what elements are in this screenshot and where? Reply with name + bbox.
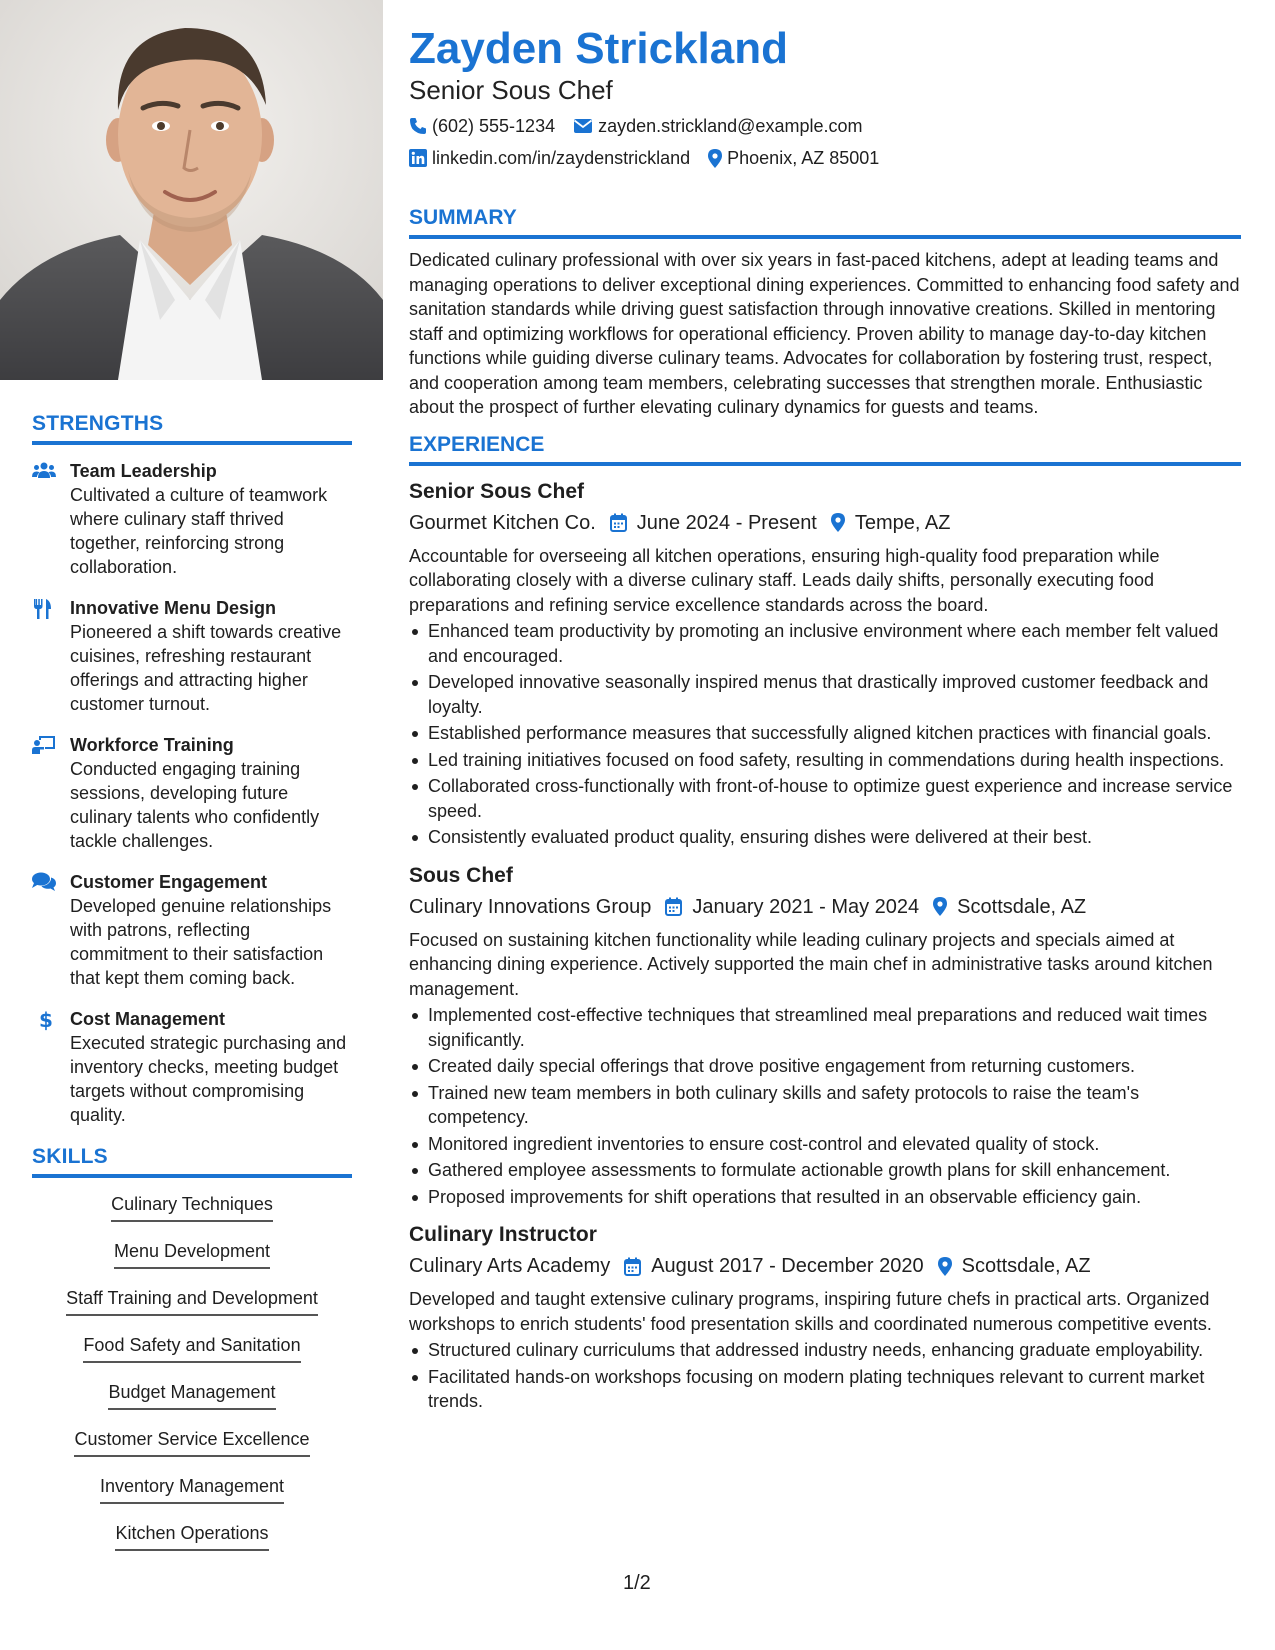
bullet-item: Established performance measures that successfully aligned kitchen practices with financial goals. [409, 721, 1241, 746]
strength-desc: Developed genuine relationships with patrons, reflecting commitment to their satisfaction that kept them coming back. [70, 896, 332, 988]
map-pin-icon [708, 149, 722, 168]
skill-item: Budget Management [108, 1380, 275, 1410]
contact-row [409, 114, 1241, 138]
job-description: Focused on sustaining kitchen functionality while leading culinary projects and specials aimed at enhancing dining experience. Actively supported the main chef in administrative tasks around kitchen management. [409, 929, 1213, 999]
bullet-item: Monitored ingredient inventories to ensure cost-control and elevated quality of stock. [409, 1132, 1241, 1157]
main-content [409, 24, 1241, 1416]
phone-text: (602) 555-1234 [432, 116, 556, 136]
profile-photo [0, 0, 383, 380]
strengths-list [32, 459, 352, 1127]
skill-item: Menu Development [114, 1239, 270, 1269]
strengths-heading: STRENGTHS [32, 412, 352, 445]
job-entry [409, 1221, 1241, 1414]
location-contact [708, 146, 879, 170]
experience-heading: EXPERIENCE [409, 433, 1241, 466]
linkedin-contact[interactable] [409, 146, 690, 170]
job-entry [409, 478, 1241, 850]
utensils-icon [32, 596, 70, 716]
job-entry [409, 862, 1241, 1210]
skill-item: Food Safety and Sanitation [83, 1333, 300, 1363]
chalkboard-teacher-icon [32, 733, 70, 853]
map-pin-icon [933, 897, 947, 916]
summary-heading: SUMMARY [409, 206, 1241, 239]
skill-item: Staff Training and Development [66, 1286, 318, 1316]
comments-icon [32, 870, 70, 990]
job-company: Culinary Arts Academy [409, 1255, 611, 1277]
bullet-item: Structured culinary curriculums that addressed industry needs, enhancing graduate employability. [409, 1338, 1241, 1363]
job-title: Senior Sous Chef [409, 479, 585, 503]
contact-row [409, 146, 1241, 170]
bullet-item: Proposed improvements for shift operations that resulted in an observable efficiency gain. [409, 1185, 1241, 1210]
bullet-item: Facilitated hands-on workshops focusing on modern plating techniques relevant to current market trends. [409, 1365, 1241, 1414]
bullet-item: Led training initiatives focused on food safety, resulting in commendations during health inspections. [409, 748, 1241, 773]
sidebar [0, 0, 383, 1650]
job-title: Culinary Instructor [409, 1223, 597, 1246]
candidate-title: Senior Sous Chef [409, 75, 613, 105]
job-dates: August 2017 - December 2020 [651, 1255, 924, 1277]
dollar-icon [32, 1007, 70, 1127]
calendar-icon [665, 897, 682, 916]
job-location: Scottsdale, AZ [957, 895, 1087, 918]
page-number: 1/2 [623, 1572, 651, 1594]
strength-item [32, 459, 352, 579]
job-location: Scottsdale, AZ [961, 1255, 1091, 1277]
strength-item [32, 733, 352, 853]
bullet-item: Enhanced team productivity by promoting an inclusive environment where each member felt valued and encouraged. [409, 619, 1241, 668]
email-text: zayden.strickland@example.com [598, 116, 863, 136]
job-meta [409, 509, 1241, 537]
calendar-icon [624, 1257, 641, 1276]
bullet-item: Consistently evaluated product quality, ensuring dishes were delivered at their best. [409, 825, 1241, 850]
bullet-item: Collaborated cross-functionally with front-of-house to optimize guest experience and increase service speed. [409, 774, 1241, 823]
strength-item [32, 870, 352, 990]
job-description: Developed and taught extensive culinary programs, inspiring future chefs in practical arts. Organized workshops to enrich students' food presentation skills and coordinated numerous competitive events. [409, 1289, 1212, 1334]
strength-desc: Executed strategic purchasing and inventory checks, meeting budget targets without compromising quality. [70, 1033, 347, 1125]
strength-desc: Cultivated a culture of teamwork where culinary staff thrived together, reinforcing strong collaboration. [70, 485, 328, 577]
linkedin-text: linkedin.com/in/zaydenstrickland [432, 148, 691, 168]
bullet-item: Implemented cost-effective techniques that streamlined meal preparations and reduced wait times significantly. [409, 1003, 1241, 1052]
strength-item [32, 596, 352, 716]
bullet-item: Created daily special offerings that drove positive engagement from returning customers. [409, 1054, 1241, 1079]
candidate-name: Zayden Strickland [409, 24, 789, 73]
job-dates: June 2024 - Present [636, 511, 817, 534]
location-text: Phoenix, AZ 85001 [727, 148, 880, 168]
skill-item: Inventory Management [100, 1474, 284, 1504]
strength-desc: Conducted engaging training sessions, developing future culinary talents who confidently tackle challenges. [70, 759, 320, 851]
phone-icon [409, 117, 427, 135]
map-pin-icon [831, 513, 845, 532]
job-bullets [409, 619, 1241, 850]
bullet-item: Gathered employee assessments to formulate actionable growth plans for skill enhancement. [409, 1158, 1241, 1183]
strength-name: Workforce Training [70, 735, 234, 755]
job-location: Tempe, AZ [854, 511, 951, 534]
bullet-item: Developed innovative seasonally inspired menus that drastically improved customer feedback and loyalty. [409, 670, 1241, 719]
bullet-item: Trained new team members in both culinary skills and safety protocols to raise the team's competency. [409, 1081, 1241, 1130]
email-contact[interactable] [573, 114, 862, 138]
svg-text:$: $ [39, 1009, 53, 1031]
email-icon [573, 118, 593, 134]
job-meta [409, 1252, 1241, 1280]
skills-heading: SKILLS [32, 1145, 352, 1178]
job-dates: January 2021 - May 2024 [692, 895, 920, 918]
strength-item [32, 1007, 352, 1127]
strength-name: Team Leadership [70, 461, 217, 481]
strength-name: Cost Management [70, 1009, 226, 1029]
summary-text: Dedicated culinary professional with over six years in fast-paced kitchens, adept at leading teams and managing operations to deliver exceptional dining experiences. Committed to enhancing food safety and sanitation standards while driving guest satisfaction through innovative creations. Skilled in mentoring staff and optimizing workflows for operational efficiency. Proven ability to manage day-to-day kitchen functions while guiding diverse culinary teams. Advocates for collaboration by fostering trust, respect, and cooperation among team members, celebrating successes that strengthen morale. Enthusiastic about the prospect of further elevating culinary dynamics for guests and teams. [409, 250, 1240, 417]
skill-item: Culinary Techniques [111, 1192, 273, 1222]
phone-contact[interactable] [409, 114, 555, 138]
strength-name: Innovative Menu Design [70, 598, 277, 618]
job-meta [409, 893, 1241, 921]
job-company: Culinary Innovations Group [409, 895, 652, 918]
calendar-icon [610, 513, 627, 532]
strength-name: Customer Engagement [70, 872, 268, 892]
job-title: Sous Chef [409, 863, 513, 887]
map-pin-icon [938, 1257, 952, 1276]
skill-item: Kitchen Operations [115, 1521, 268, 1551]
job-company: Gourmet Kitchen Co. [409, 511, 596, 534]
linkedin-icon [409, 149, 427, 167]
job-bullets [409, 1003, 1241, 1209]
job-description: Accountable for overseeing all kitchen operations, ensuring high-quality food preparation while collaborating closely with a diverse culinary staff. Leads daily shifts, personally executing food preparations and refining service excellence standards across the board. [409, 545, 1160, 615]
skills-list [32, 1192, 352, 1568]
skill-item: Customer Service Excellence [74, 1427, 309, 1457]
job-bullets [409, 1338, 1241, 1414]
strength-desc: Pioneered a shift towards creative cuisines, refreshing restaurant offerings and attracting higher customer turnout. [70, 622, 342, 714]
users-icon [32, 459, 70, 579]
